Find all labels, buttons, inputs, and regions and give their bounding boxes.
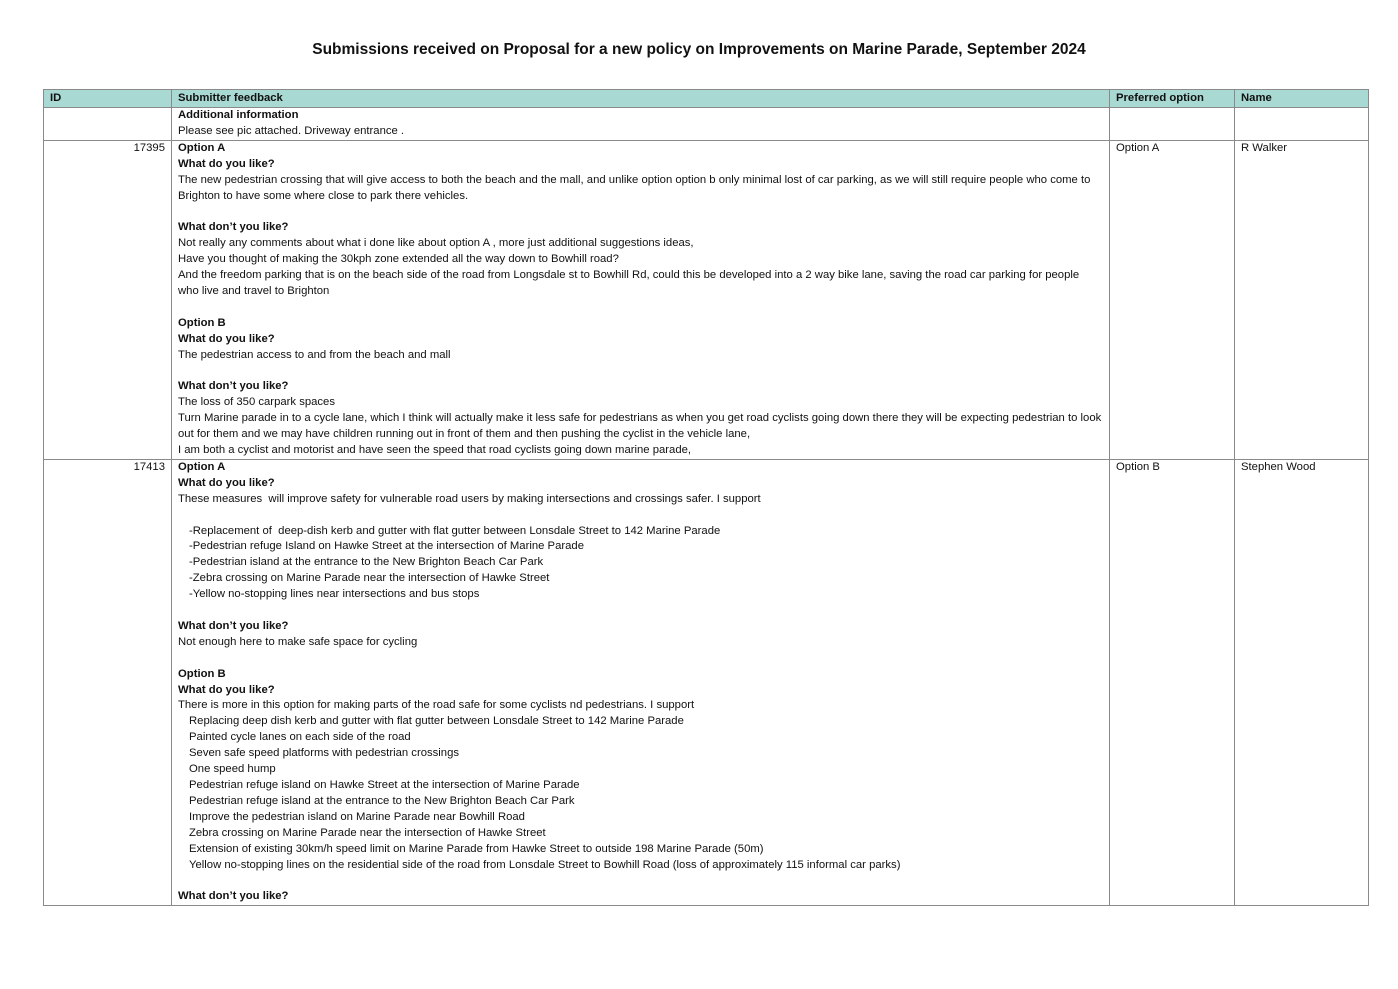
cell-id [44,108,172,141]
feedback-heading: What don’t you like? [178,221,289,234]
cell-feedback [172,140,1110,459]
header-preferred-option: Preferred option [1110,90,1235,108]
feedback-heading: What do you like? [178,476,275,489]
header-feedback: Submitter feedback [172,90,1110,108]
cell-preferred-option: Option B [1110,459,1235,905]
feedback-line: Have you thought of making the 30kph zone extended all the way down to Bowhill road? [178,253,619,266]
feedback-line [178,873,1103,889]
feedback-line: And the freedom parking that is on the beach side of the road from Longsdale st to Bowhill Rd, could this be developed into a 2 way bike lane, saving the road car parking for people who live and travel to Brighton [178,269,1083,297]
table-row [44,459,1369,905]
feedback-line: -Pedestrian island at the entrance to the New Brighton Beach Car Park [189,556,544,569]
document-title: Submissions received on Proposal for a new policy on Improvements on Marine Parade, September 2024 [312,41,1086,58]
feedback-heading: Option B [178,667,226,680]
cell-name: Stephen Wood [1235,459,1369,905]
feedback-line: There is more in this option for making parts of the road safe for some cyclists nd pedestrians. I support [178,699,695,712]
feedback-heading: What don’t you like? [178,619,289,632]
feedback-heading: Option A [178,141,226,154]
feedback-line: Pedestrian refuge island on Hawke Street at the intersection of Marine Parade [189,778,580,791]
feedback-heading: What do you like? [178,157,275,170]
feedback-line: Extension of existing 30km/h speed limit on Marine Parade from Hawke Street to outside 198 Marine Parade (50m) [189,842,764,855]
feedback-line [178,651,1103,667]
feedback-line: Zebra crossing on Marine Parade near the intersection of Hawke Street [189,826,546,839]
feedback-heading: What do you like? [178,332,275,345]
feedback-line: -Pedestrian refuge Island on Hawke Street at the intersection of Marine Parade [189,540,584,553]
feedback-line: I am both a cyclist and motorist and have seen the speed that road cyclists going down marine parade, [178,443,692,456]
feedback-line: Not really any comments about what i done like about option A , more just additional suggestions ideas, [178,237,694,250]
cell-preferred-option [1110,108,1235,141]
feedback-line: The loss of 350 carpark spaces [178,396,335,409]
feedback-line: -Replacement of deep-dish kerb and gutter with flat gutter between Lonsdale Street to 142 Marine Parade [189,524,721,537]
feedback-line: These measures will improve safety for vulnerable road users by making intersections and crossings safer. I support [178,492,761,505]
feedback-line: Not enough here to make safe space for cycling [178,635,418,648]
cell-feedback [172,459,1110,905]
table-header-row [44,90,1369,108]
cell-feedback [172,108,1110,141]
feedback-line [178,363,1103,379]
feedback-line [178,204,1103,220]
header-id: ID [44,90,172,108]
cell-name [1235,108,1369,141]
cell-name: R Walker [1235,140,1369,459]
feedback-line: Please see pic attached. Driveway entrance . [178,124,405,137]
feedback-heading: What do you like? [178,683,275,696]
header-name: Name [1235,90,1369,108]
feedback-line [178,603,1103,619]
table-row [44,108,1369,141]
feedback-line: Turn Marine parade in to a cycle lane, which I think will actually make it less safe for pedestrians as when you get road cyclists going down there they will be expecting pedestrian to look out for them and we may have children running out in front of them and then pushing the cyclist in the vehicle lane, [178,412,1105,441]
feedback-heading: What don’t you like? [178,380,289,393]
feedback-line: Yellow no-stopping lines on the residential side of the road from Lonsdale Street to Bowhill Road (loss of approximately 115 informal car parks) [189,858,901,871]
feedback-line: Pedestrian refuge island at the entrance to the New Brighton Beach Car Park [189,794,575,807]
feedback-heading: What don’t you like? [178,890,289,903]
feedback-line [178,300,1103,316]
feedback-line: Seven safe speed platforms with pedestrian crossings [189,747,460,760]
table-row [44,140,1369,459]
feedback-line: Painted cycle lanes on each side of the road [189,731,411,744]
feedback-line [178,508,1103,524]
feedback-line: The new pedestrian crossing that will give access to both the beach and the mall, and unlike option option b only minimal lost of car parking, as we will still require people who come to Brighton to have some where close to park there vehicles. [178,173,1094,202]
feedback-heading: Option A [178,460,226,473]
feedback-line: Improve the pedestrian island on Marine Parade near Bowhill Road [189,810,525,823]
feedback-line: -Zebra crossing on Marine Parade near the intersection of Hawke Street [189,572,550,585]
cell-id: 17395 [44,140,172,459]
feedback-heading: Option B [178,316,226,329]
feedback-line: Replacing deep dish kerb and gutter with flat gutter between Lonsdale Street to 142 Marine Parade [189,715,684,728]
feedback-heading: Additional information [178,109,299,121]
submissions-table [43,89,1369,906]
feedback-line: -Yellow no-stopping lines near intersections and bus stops [189,588,480,601]
table-body [44,108,1369,906]
cell-preferred-option: Option A [1110,140,1235,459]
feedback-line: The pedestrian access to and from the beach and mall [178,348,451,361]
cell-id: 17413 [44,459,172,905]
feedback-line: One speed hump [189,763,276,776]
